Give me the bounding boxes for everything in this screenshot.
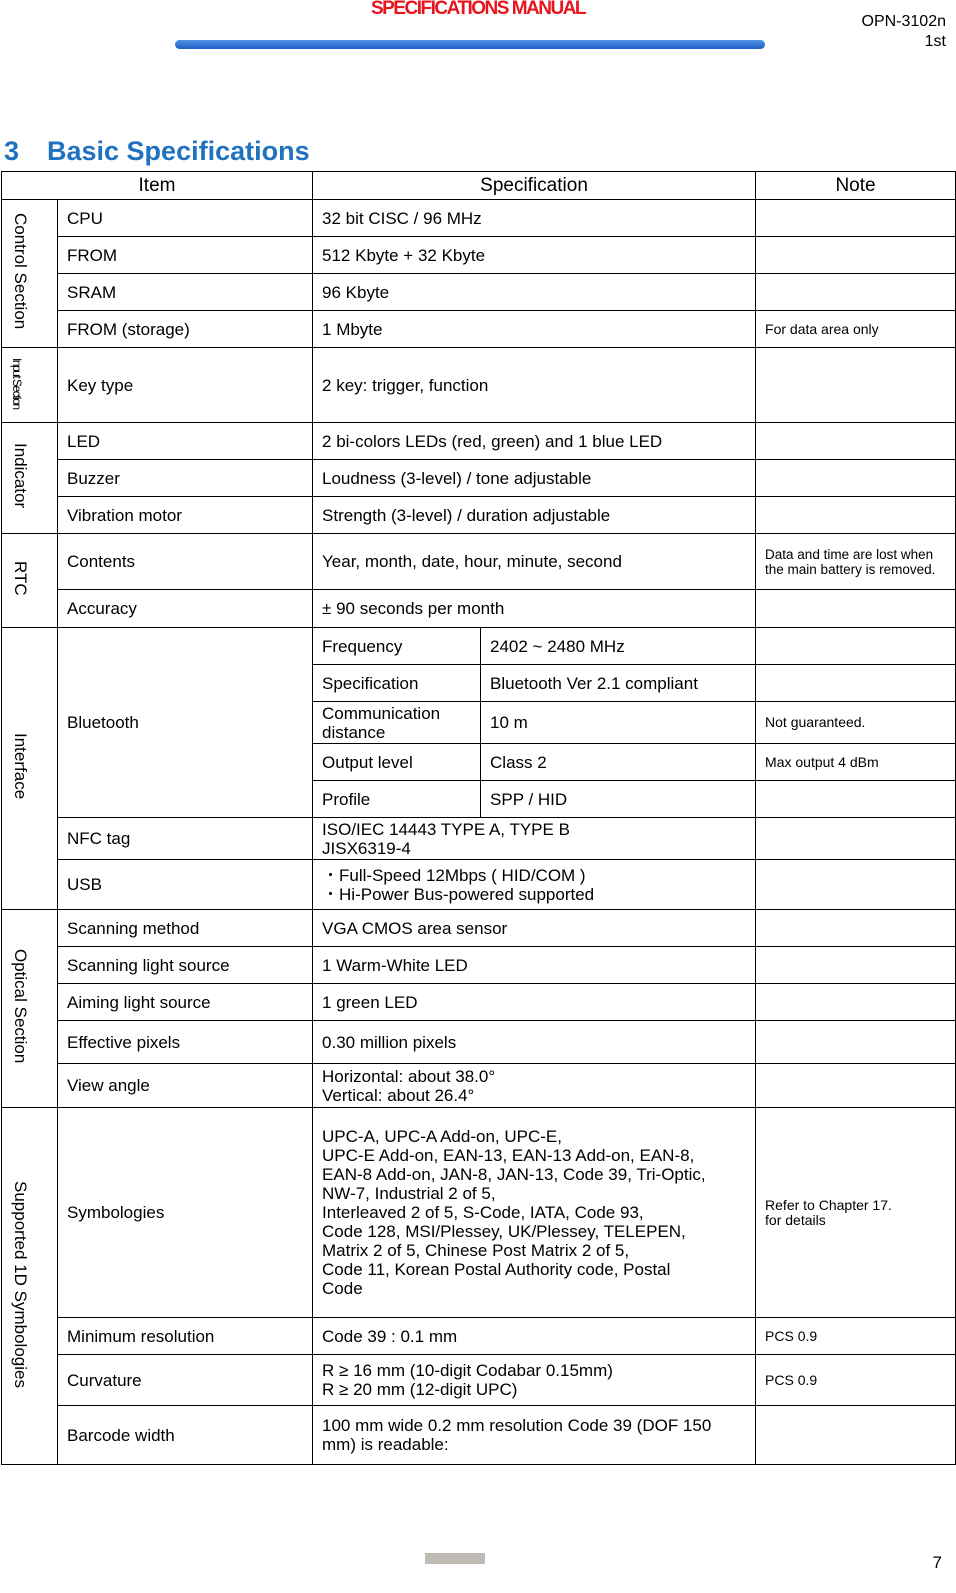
- item-cell: NFC tag: [58, 818, 313, 860]
- table-row: [2, 628, 956, 665]
- spec-cell: 2 bi-colors LEDs (red, green) and 1 blue LED: [313, 423, 756, 460]
- note-cell: [756, 860, 956, 910]
- doc-edition: 1st: [924, 33, 946, 50]
- item-cell: Effective pixels: [58, 1021, 313, 1064]
- footer-marker: [425, 1553, 485, 1564]
- table-row: [2, 1318, 956, 1355]
- section-control: Control Section: [2, 200, 58, 348]
- table-row: [2, 947, 956, 984]
- sub-value-cell: Bluetooth Ver 2.1 compliant: [481, 665, 756, 702]
- note-cell: [756, 348, 956, 423]
- note-cell: PCS 0.9: [756, 1318, 956, 1355]
- note-cell: [756, 628, 956, 665]
- section-optical: Optical Section: [2, 910, 58, 1108]
- note-cell: [756, 1064, 956, 1108]
- item-cell: Accuracy: [58, 590, 313, 628]
- note-cell: [756, 910, 956, 947]
- table-row: [2, 534, 956, 590]
- note-cell: [756, 781, 956, 818]
- note-cell: Data and time are lost when the main battery is removed.: [756, 534, 956, 590]
- table-header-row: [2, 172, 956, 200]
- note-cell: [756, 818, 956, 860]
- item-cell: SRAM: [58, 274, 313, 311]
- spec-cell: 1 green LED: [313, 984, 756, 1021]
- spec-cell: Code 39 : 0.1 mm: [313, 1318, 756, 1355]
- sub-value-cell: 10 m: [481, 702, 756, 744]
- spec-cell: Horizontal: about 38.0° Vertical: about 26.4°: [313, 1064, 756, 1108]
- table-row: [2, 200, 956, 237]
- table-row: [2, 910, 956, 947]
- spec-table: [1, 171, 956, 1465]
- table-row: [2, 1064, 956, 1108]
- spec-cell: Year, month, date, hour, minute, second: [313, 534, 756, 590]
- note-cell: Not guaranteed.: [756, 702, 956, 744]
- item-cell: Contents: [58, 534, 313, 590]
- item-cell: FROM (storage): [58, 311, 313, 348]
- note-cell: [756, 1021, 956, 1064]
- document-number: [862, 12, 947, 52]
- item-cell: CPU: [58, 200, 313, 237]
- table-row: [2, 818, 956, 860]
- spec-cell: 1 Warm-White LED: [313, 947, 756, 984]
- page-number: 7: [932, 1553, 942, 1572]
- table-row: [2, 497, 956, 534]
- section-interface: Interface: [2, 628, 58, 910]
- item-cell: Scanning light source: [58, 947, 313, 984]
- item-cell: Minimum resolution: [58, 1318, 313, 1355]
- item-cell: Barcode width: [58, 1406, 313, 1465]
- table-row: [2, 274, 956, 311]
- table-row: [2, 860, 956, 910]
- spec-cell: R ≥ 16 mm (10-digit Codabar 0.15mm) R ≥ 20 mm (12-digit UPC): [313, 1355, 756, 1406]
- item-cell: Aiming light source: [58, 984, 313, 1021]
- col-note: Note: [756, 172, 956, 200]
- spec-cell: ± 90 seconds per month: [313, 590, 756, 628]
- item-cell: Scanning method: [58, 910, 313, 947]
- item-cell: Key type: [58, 348, 313, 423]
- note-cell: [756, 460, 956, 497]
- header-rule: [175, 40, 765, 49]
- spec-cell: 512 Kbyte + 32 Kbyte: [313, 237, 756, 274]
- item-cell: Buzzer: [58, 460, 313, 497]
- sub-label-cell: Frequency: [313, 628, 481, 665]
- spec-cell: 96 Kbyte: [313, 274, 756, 311]
- note-cell: [756, 497, 956, 534]
- section-indicator: Indicator: [2, 423, 58, 534]
- section-number: 3: [4, 136, 20, 166]
- note-cell: [756, 1406, 956, 1465]
- section-symbologies: Supported 1D Symbologies: [2, 1108, 58, 1465]
- table-row: [2, 1108, 956, 1318]
- spec-cell: VGA CMOS area sensor: [313, 910, 756, 947]
- spec-cell: ISO/IEC 14443 TYPE A, TYPE B JISX6319-4: [313, 818, 756, 860]
- section-rtc: RTC: [2, 534, 58, 628]
- note-cell: [756, 274, 956, 311]
- table-row: [2, 1021, 956, 1064]
- spec-cell: 0.30 million pixels: [313, 1021, 756, 1064]
- table-row: [2, 984, 956, 1021]
- table-row: [2, 1355, 956, 1406]
- spec-cell: 32 bit CISC / 96 MHz: [313, 200, 756, 237]
- item-cell: View angle: [58, 1064, 313, 1108]
- item-cell: Curvature: [58, 1355, 313, 1406]
- table-row: [2, 1406, 956, 1465]
- sub-value-cell: 2402 ~ 2480 MHz: [481, 628, 756, 665]
- note-cell: [756, 237, 956, 274]
- item-cell: FROM: [58, 237, 313, 274]
- note-cell: [756, 423, 956, 460]
- table-row: [2, 237, 956, 274]
- table-row: [2, 423, 956, 460]
- note-cell: [756, 947, 956, 984]
- note-cell: [756, 200, 956, 237]
- spec-cell: 2 key: trigger, function: [313, 348, 756, 423]
- item-cell: Bluetooth: [58, 628, 313, 818]
- spec-cell: Loudness (3-level) / tone adjustable: [313, 460, 756, 497]
- note-cell: Refer to Chapter 17. for details: [756, 1108, 956, 1318]
- note-cell: For data area only: [756, 311, 956, 348]
- section-heading: [4, 136, 310, 167]
- sub-label-cell: Output level: [313, 744, 481, 781]
- note-cell: [756, 590, 956, 628]
- col-item: Item: [2, 172, 313, 200]
- section-title: Basic Specifications: [47, 136, 310, 166]
- spec-cell: 1 Mbyte: [313, 311, 756, 348]
- doc-number: OPN-3102n: [861, 13, 946, 30]
- note-cell: PCS 0.9: [756, 1355, 956, 1406]
- sub-label-cell: Specification: [313, 665, 481, 702]
- table-row: [2, 311, 956, 348]
- spec-cell: Strength (3-level) / duration adjustable: [313, 497, 756, 534]
- spec-cell: ・Full-Speed 12Mbps ( HID/COM ) ・Hi-Power Bus-powered supported: [313, 860, 756, 910]
- table-row: [2, 590, 956, 628]
- note-cell: [756, 665, 956, 702]
- table-row: [2, 348, 956, 423]
- item-cell: USB: [58, 860, 313, 910]
- col-spec: Specification: [313, 172, 756, 200]
- manual-title: SPECIFICATIONS MANUAL: [370, 0, 586, 19]
- item-cell: LED: [58, 423, 313, 460]
- note-cell: Max output 4 dBm: [756, 744, 956, 781]
- note-cell: [756, 984, 956, 1021]
- spec-cell: UPC-A, UPC-A Add-on, UPC-E, UPC-E Add-on, EAN-13, EAN-13 Add-on, EAN-8, EAN-8 Add-on, JAN-8, JAN-13, Code 39, Tri-Optic, NW-7, Industrial 2 of 5, Interleaved 2 of 5, S-Code, IATA, Code 93, Code 128, MSI/Plessey, UK/Plessey, TELEPEN, Matrix 2 of 5, Chinese Post Matrix 2 of 5, Code 11, Korean Postal Authority code, Postal Code: [313, 1108, 756, 1318]
- item-cell: Symbologies: [58, 1108, 313, 1318]
- sub-value-cell: SPP / HID: [481, 781, 756, 818]
- spec-cell: 100 mm wide 0.2 mm resolution Code 39 (DOF 150 mm) is readable:: [313, 1406, 756, 1465]
- item-cell: Vibration motor: [58, 497, 313, 534]
- sub-value-cell: Class 2: [481, 744, 756, 781]
- table-row: [2, 460, 956, 497]
- sub-label-cell: Communication distance: [313, 702, 481, 744]
- sub-label-cell: Profile: [313, 781, 481, 818]
- section-input: Input Section: [2, 348, 58, 423]
